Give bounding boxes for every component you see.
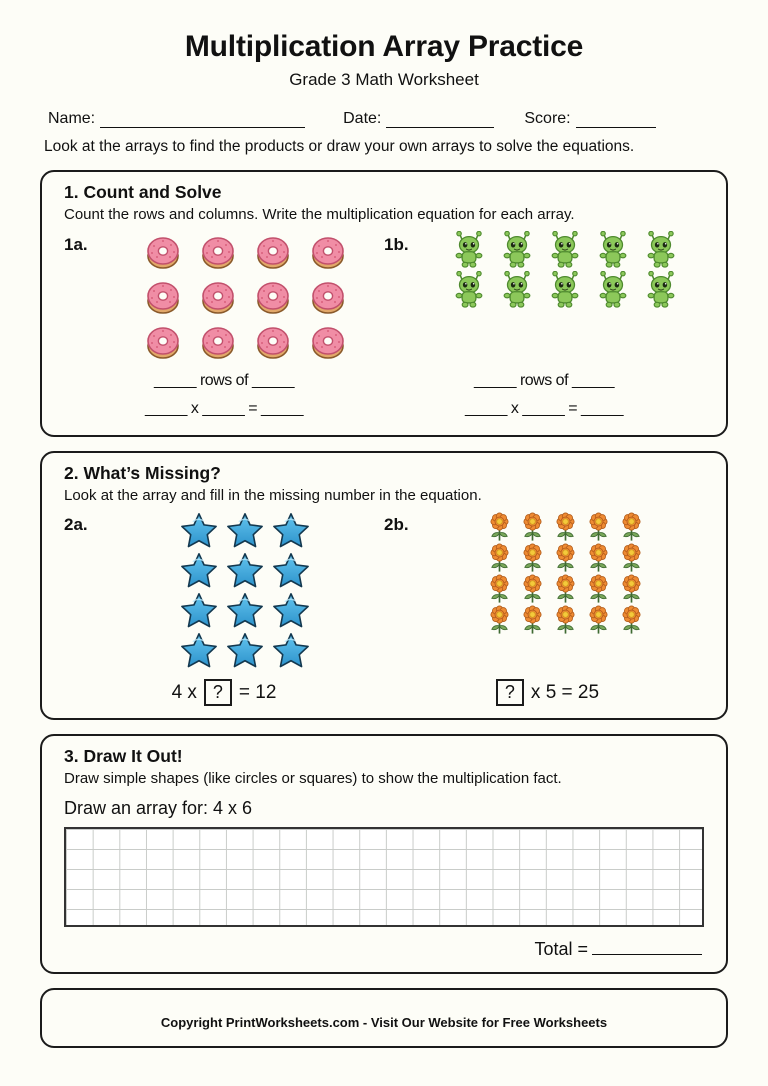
array-cell <box>180 511 218 549</box>
donut-icon <box>143 231 183 271</box>
array-cell <box>517 604 548 635</box>
problem-1b <box>384 231 704 361</box>
donut-array <box>135 231 355 361</box>
problem-1a-rows-of-line[interactable]: _____ rows of _____ <box>154 371 294 389</box>
star-icon <box>226 631 264 669</box>
problem-1a-label: 1a. <box>64 234 88 254</box>
array-cell <box>550 573 581 604</box>
alien-icon <box>498 271 536 309</box>
problem-1a-answers[interactable] <box>64 367 384 423</box>
donut-icon <box>308 276 348 316</box>
problem-2b-label: 2b. <box>384 515 409 535</box>
array-cell <box>594 231 632 269</box>
drawing-grid-area[interactable] <box>64 827 704 927</box>
alien-icon <box>594 231 632 269</box>
alien-icon <box>450 271 488 309</box>
star-icon <box>180 591 218 629</box>
array-cell <box>253 231 293 271</box>
donut-icon <box>143 321 183 361</box>
array-cell <box>546 231 584 269</box>
array-cell <box>226 551 264 589</box>
flower-icon <box>517 511 548 542</box>
array-cell <box>226 511 264 549</box>
array-cell <box>198 276 238 316</box>
array-cell <box>484 511 515 542</box>
array-cell <box>517 511 548 542</box>
star-icon <box>180 631 218 669</box>
section-3-title: 3. Draw It Out! <box>64 746 183 767</box>
array-cell <box>642 271 680 309</box>
problem-1b-label: 1b. <box>384 234 409 254</box>
page-subtitle: Grade 3 Math Worksheet <box>289 69 479 89</box>
flower-icon <box>616 604 647 635</box>
array-cell <box>616 573 647 604</box>
copyright-text: Copyright PrintWorksheets.com - Visit Our Website for Free Worksheets <box>160 1015 608 1031</box>
array-cell <box>272 511 310 549</box>
array-cell <box>198 321 238 361</box>
array-cell <box>616 604 647 635</box>
alien-icon <box>642 271 680 309</box>
total-row <box>64 939 704 960</box>
flower-icon <box>550 604 581 635</box>
problem-2b-eq-suffix: x 5 = 25 <box>530 681 600 703</box>
problem-2a-equation <box>64 679 384 706</box>
array-cell <box>616 511 647 542</box>
section-2-card <box>40 451 728 720</box>
flower-icon <box>550 573 581 604</box>
instructions-text: Look at the arrays to find the products or draw your own arrays to solve the equations. <box>44 137 635 155</box>
section-1-title: 1. Count and Solve <box>64 182 222 203</box>
flower-icon <box>583 542 614 573</box>
draw-array-prompt: Draw an array for: 4 x 6 <box>64 798 253 819</box>
array-cell <box>498 271 536 309</box>
array-cell <box>226 591 264 629</box>
alien-icon <box>546 231 584 269</box>
array-cell <box>450 271 488 309</box>
name-field-group[interactable] <box>48 110 305 128</box>
name-label: Name: <box>48 109 96 127</box>
section-2-desc: Look at the array and fill in the missing number in the equation. <box>64 486 482 504</box>
section-3-card <box>40 734 728 974</box>
problem-1b-array-wrap <box>426 231 704 309</box>
name-input-line[interactable] <box>100 113 305 128</box>
alien-array <box>445 231 685 309</box>
flower-icon <box>583 604 614 635</box>
star-icon <box>180 511 218 549</box>
problem-2a-answer-box[interactable]: ? <box>204 679 232 706</box>
array-cell <box>450 231 488 269</box>
section-2-equation-row <box>64 679 704 706</box>
flower-icon <box>517 573 548 604</box>
donut-icon <box>253 231 293 271</box>
student-info-row <box>40 110 728 128</box>
problem-2a <box>64 511 384 669</box>
section-1-array-row <box>64 231 704 361</box>
problem-2b-array-wrap <box>426 511 704 635</box>
score-label: Score: <box>524 109 571 127</box>
problem-1b-answers[interactable] <box>384 367 704 423</box>
array-cell <box>180 551 218 589</box>
flower-icon <box>484 573 515 604</box>
donut-icon <box>198 321 238 361</box>
alien-icon <box>498 231 536 269</box>
array-cell <box>143 231 183 271</box>
section-3-desc: Draw simple shapes (like circles or squares) to show the multiplication fact. <box>64 769 562 787</box>
problem-2b-answer-box[interactable]: ? <box>496 679 524 706</box>
star-icon <box>226 591 264 629</box>
star-icon <box>226 511 264 549</box>
problem-2a-label: 2a. <box>64 515 88 535</box>
alien-icon <box>450 231 488 269</box>
array-cell <box>180 591 218 629</box>
array-cell <box>484 573 515 604</box>
flower-icon <box>517 604 548 635</box>
array-cell <box>272 551 310 589</box>
page-title: Multiplication Array Practice <box>184 30 584 63</box>
flower-array <box>483 511 648 635</box>
date-label: Date: <box>343 109 382 127</box>
donut-icon <box>198 231 238 271</box>
section-1-answer-row <box>64 367 704 423</box>
problem-1b-rows-of-line[interactable]: _____ rows of _____ <box>474 371 614 389</box>
array-cell <box>484 604 515 635</box>
array-cell <box>272 631 310 669</box>
donut-icon <box>253 276 293 316</box>
array-cell <box>198 231 238 271</box>
array-cell <box>583 604 614 635</box>
array-cell <box>546 271 584 309</box>
problem-2a-array-wrap <box>106 511 384 669</box>
star-icon <box>272 551 310 589</box>
section-2-title: 2. What’s Missing? <box>64 462 221 483</box>
problem-2b <box>384 511 704 669</box>
flower-icon <box>550 542 581 573</box>
array-cell <box>253 321 293 361</box>
section-1-card <box>40 170 728 436</box>
array-cell <box>143 321 183 361</box>
array-cell <box>642 231 680 269</box>
problem-2a-eq-prefix: 4 x <box>171 681 197 703</box>
alien-icon <box>642 231 680 269</box>
array-cell <box>308 321 348 361</box>
problem-1b-equation-line[interactable]: _____ x _____ = _____ <box>464 399 624 417</box>
total-input-line[interactable] <box>592 941 702 955</box>
problem-1a <box>64 231 384 361</box>
array-cell <box>550 511 581 542</box>
star-icon <box>272 591 310 629</box>
problem-1a-equation-line[interactable]: _____ x _____ = _____ <box>144 399 304 417</box>
array-cell <box>272 591 310 629</box>
flower-icon <box>583 573 614 604</box>
problem-2a-eq-suffix: = 12 <box>238 681 277 703</box>
array-cell <box>550 604 581 635</box>
array-cell <box>253 276 293 316</box>
flower-icon <box>616 573 647 604</box>
star-icon <box>226 551 264 589</box>
flower-icon <box>550 511 581 542</box>
array-cell <box>180 631 218 669</box>
flower-icon <box>616 511 647 542</box>
section-1-desc: Count the rows and columns. Write the multiplication equation for each array. <box>64 206 575 224</box>
donut-icon <box>253 321 293 361</box>
array-cell <box>550 542 581 573</box>
problem-2b-equation <box>384 679 704 706</box>
array-cell <box>517 542 548 573</box>
star-icon <box>272 511 310 549</box>
problem-1a-array-wrap <box>106 231 384 361</box>
score-input-line[interactable] <box>576 113 656 128</box>
star-icon <box>180 551 218 589</box>
flower-icon <box>484 511 515 542</box>
array-cell <box>583 511 614 542</box>
donut-icon <box>308 231 348 271</box>
array-cell <box>308 231 348 271</box>
footer-card <box>40 988 728 1048</box>
array-cell <box>594 271 632 309</box>
flower-icon <box>517 542 548 573</box>
array-cell <box>498 231 536 269</box>
score-field-group[interactable] <box>524 110 655 128</box>
flower-icon <box>484 542 515 573</box>
donut-icon <box>198 276 238 316</box>
array-cell <box>143 276 183 316</box>
array-cell <box>308 276 348 316</box>
section-2-array-row <box>64 511 704 669</box>
alien-icon <box>546 271 584 309</box>
array-cell <box>484 542 515 573</box>
date-field-group[interactable] <box>343 110 494 128</box>
donut-icon <box>308 321 348 361</box>
flower-icon <box>583 511 614 542</box>
array-cell <box>616 542 647 573</box>
array-cell <box>583 542 614 573</box>
flower-icon <box>616 542 647 573</box>
array-cell <box>517 573 548 604</box>
donut-icon <box>143 276 183 316</box>
flower-icon <box>484 604 515 635</box>
array-cell <box>583 573 614 604</box>
date-input-line[interactable] <box>386 113 494 128</box>
array-cell <box>226 631 264 669</box>
star-icon <box>272 631 310 669</box>
total-label: Total = <box>534 939 588 960</box>
alien-icon <box>594 271 632 309</box>
star-array <box>176 511 314 669</box>
